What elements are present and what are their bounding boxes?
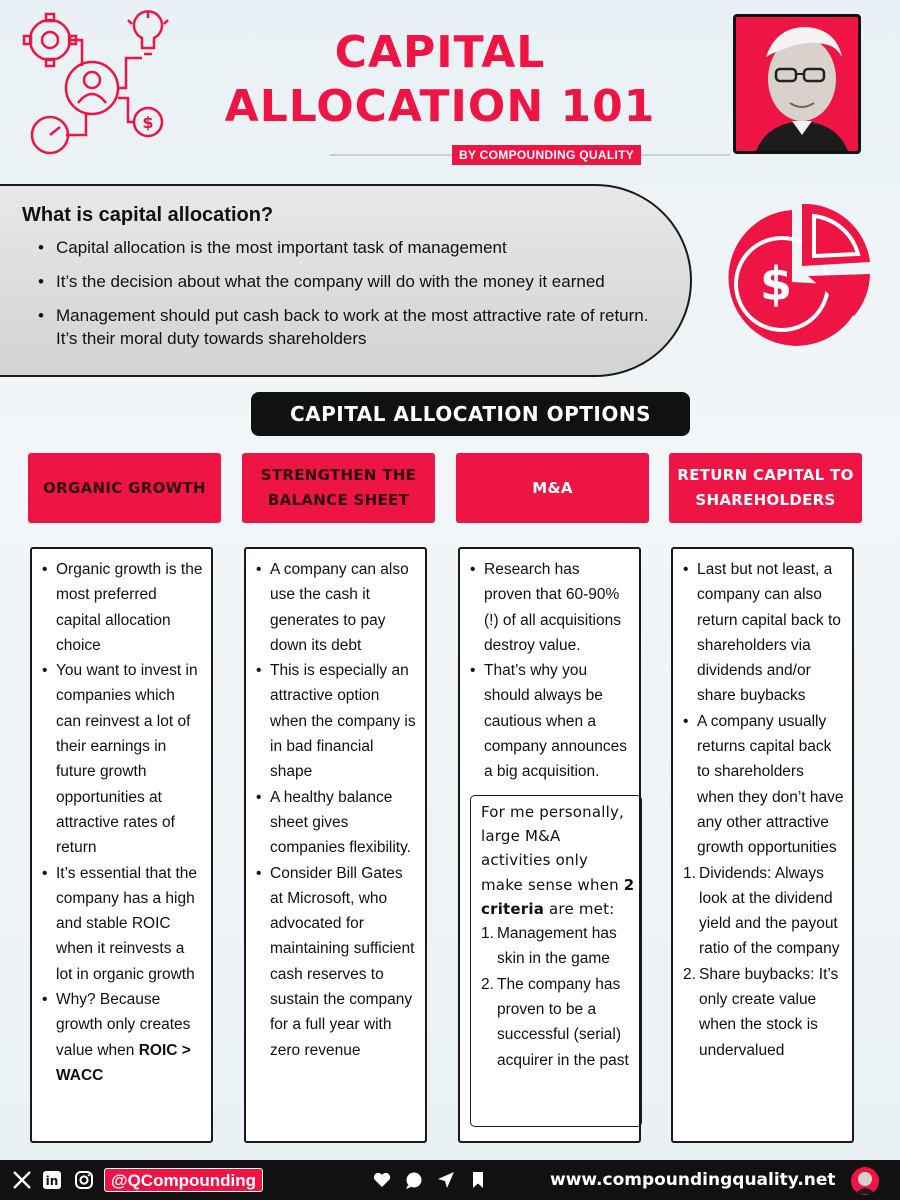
list-item: • Management should put cash back to work at the most attractive rate of return. It’s their moral duty towards shareholders <box>38 304 658 350</box>
author-portrait <box>733 14 861 154</box>
list-item: • A company can also use the cash it generates to pay down its debt <box>256 557 417 658</box>
intro-heading: What is capital allocation? <box>22 204 274 226</box>
intro-panel <box>0 184 692 377</box>
capital-allocation-illustration <box>20 10 190 160</box>
column-header-balance-sheet: STRENGTHEN THE BALANCE SHEET <box>242 453 435 523</box>
instagram-icon[interactable] <box>74 1170 94 1190</box>
svg-text:$: $ <box>142 113 154 132</box>
footer-bar <box>0 1160 900 1200</box>
list-item: • It’s essential that the company has a high and stable ROIC when it reinvests a lot in organic growth <box>42 861 203 987</box>
column-return-capital <box>671 547 854 1143</box>
bookmark-icon[interactable] <box>468 1170 488 1190</box>
column-balance-sheet <box>244 547 427 1143</box>
list-item: • Consider Bill Gates at Microsoft, who advocated for maintaining sufficient cash reserves to sustain the company for a full year with zero revenue <box>256 861 417 1063</box>
list-item: 1. Management has skin in the game <box>481 921 635 972</box>
list-item: • This is especially an attractive option when the company is in bad financial shape <box>256 658 417 784</box>
list-item: 2. The company has proven to be a successful (serial) acquirer in the past <box>481 972 635 1073</box>
list-item: • Capital allocation is the most important task of management <box>38 236 658 259</box>
title-line-1: CAPITAL <box>334 27 546 78</box>
list-item: • Organic growth is the most preferred capital allocation choice <box>42 557 203 658</box>
column-header-m-and-a: M&A <box>456 453 649 523</box>
column-header-return-capital: RETURN CAPITAL TO SHAREHOLDERS <box>669 453 862 523</box>
note-bold: 2 criteria <box>481 875 635 918</box>
gear-icon <box>30 20 70 60</box>
linkedin-icon[interactable] <box>42 1170 62 1190</box>
social-handle[interactable]: @QCompounding <box>104 1168 263 1192</box>
list-item: • Last but not least, a company can also return capital back to shareholders via dividends and/or share buybacks <box>683 557 844 709</box>
list-item: • Research has proven that 60-90% (!) of all acquisitions destroy value. <box>470 557 631 658</box>
column-organic-growth <box>30 547 213 1143</box>
list-item: • It’s the decision about what the company will do with the money it earned <box>38 270 658 293</box>
numbered-list <box>673 861 852 1063</box>
svg-text:$: $ <box>759 257 793 311</box>
byline-badge: BY COMPOUNDING QUALITY <box>452 145 641 165</box>
gear-teeth <box>24 14 76 66</box>
comment-icon[interactable] <box>404 1170 424 1190</box>
page-title <box>210 26 670 134</box>
pie-chart-dollar-icon <box>716 196 878 358</box>
send-icon[interactable] <box>436 1170 456 1190</box>
x-icon[interactable] <box>12 1170 32 1190</box>
list-item: 2. Share buybacks: It’s only create value when the stock is undervalued <box>683 962 844 1063</box>
column-header-organic-growth: ORGANIC GROWTH <box>28 453 221 523</box>
list-item: • A healthy balance sheet gives companies flexibility. <box>256 785 417 861</box>
avatar <box>850 1166 880 1196</box>
heart-icon[interactable] <box>372 1170 392 1190</box>
list-item-bold: ROIC > WACC <box>56 1041 191 1084</box>
column-m-and-a <box>458 547 641 1143</box>
list-item-text: Why? Because growth only creates value when <box>56 991 191 1059</box>
title-line-2: ALLOCATION 101 <box>224 81 656 132</box>
list-item: 1. Dividends: Always look at the dividend yield and the payout ratio of the company <box>683 861 844 962</box>
list-item <box>42 987 203 1088</box>
note-prefix: For me personally, large M&A activities only make sense when <box>481 803 625 894</box>
list-item: • You want to invest in companies which can reinvest a lot of their earnings in future growth opportunities at attractive rates of return <box>42 658 203 860</box>
criteria-list <box>481 921 635 1073</box>
intro-list <box>38 236 658 361</box>
m-and-a-note-box <box>470 795 642 1127</box>
list-item: • A company usually returns capital back to shareholders when they don’t have any other attractive growth opportunities <box>683 709 844 861</box>
note-text <box>481 800 635 921</box>
svg-text:in: in <box>45 1174 59 1188</box>
list-item: • That’s why you should always be cautious when a company announces a big acquisition. <box>470 658 631 784</box>
website-link[interactable]: www.compoundingquality.net <box>550 1170 836 1190</box>
options-banner: CAPITAL ALLOCATION OPTIONS <box>251 392 690 436</box>
note-suffix: are met: <box>544 899 615 918</box>
